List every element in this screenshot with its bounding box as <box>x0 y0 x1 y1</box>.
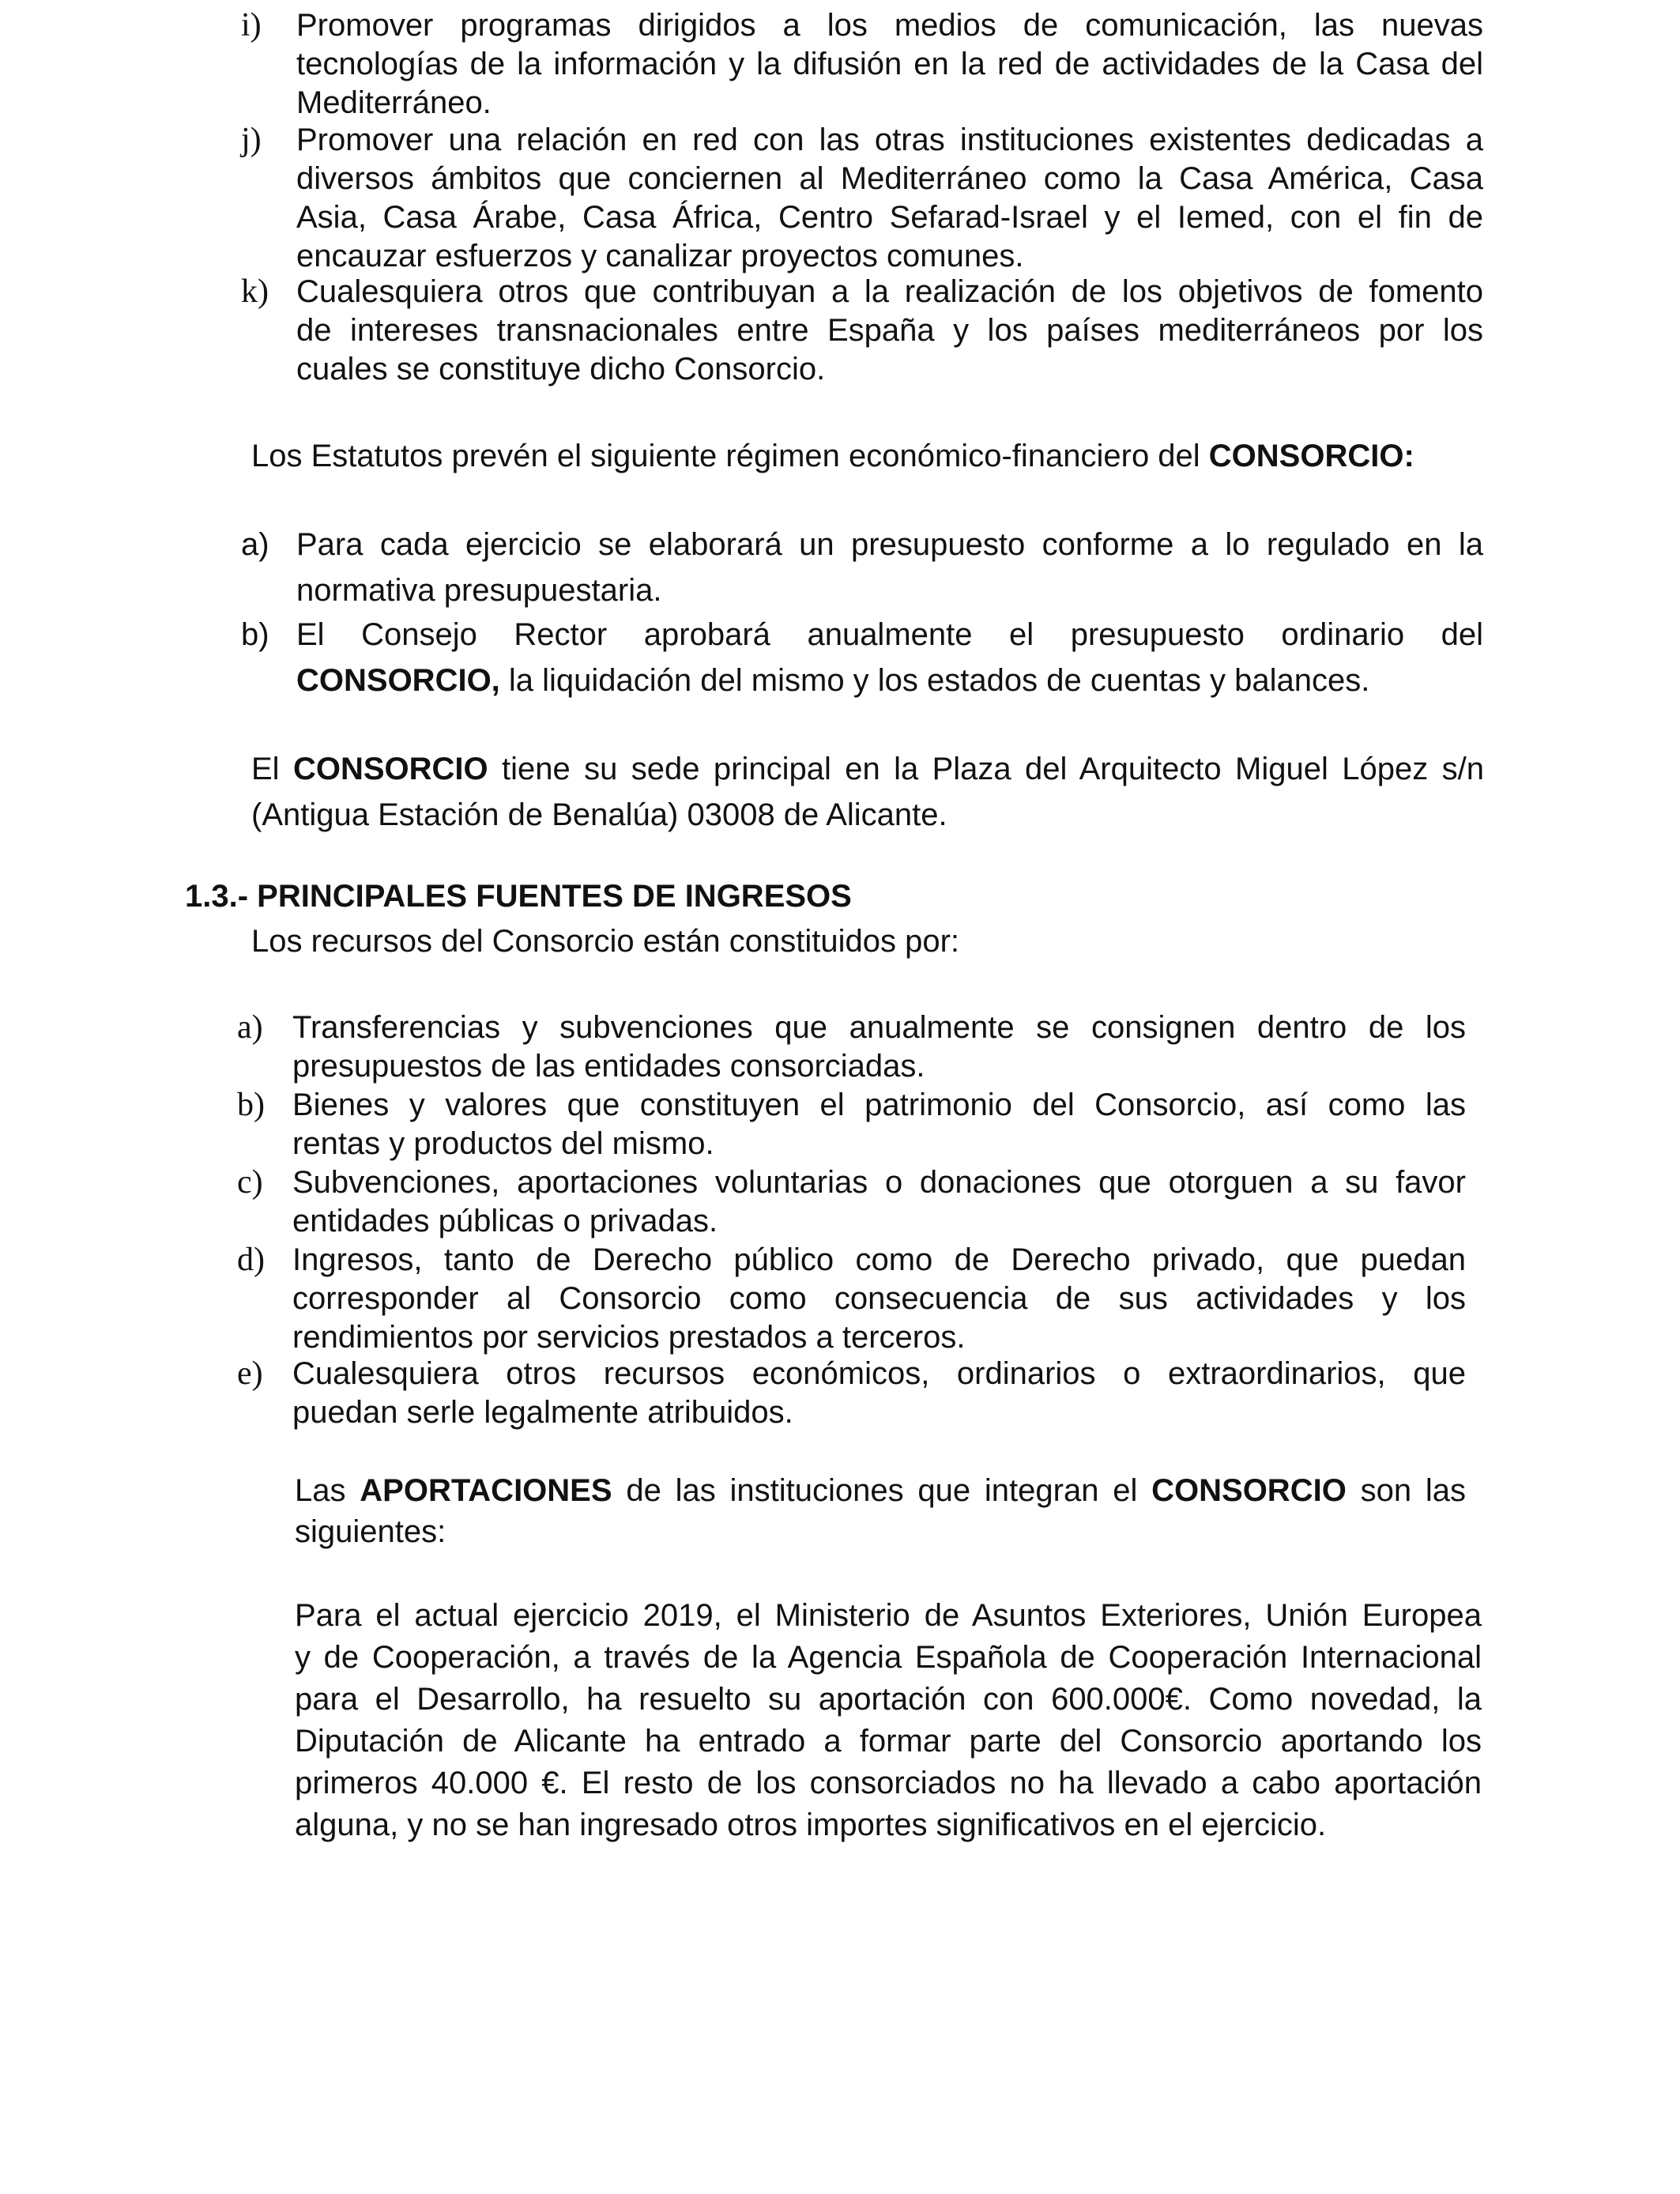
aportaciones-bold: APORTACIONES <box>360 1473 612 1508</box>
list-line: rendimientos por servicios prestados a terceros. <box>292 1320 966 1355</box>
list-marker: b) <box>241 617 269 652</box>
list-line: Transferencias y subvenciones que anualmente se consignen dentro de los <box>292 1010 1466 1045</box>
list-line-rest: la liquidación del mismo y los estados de cuentas y balances. <box>499 663 1370 698</box>
sede-text: El <box>251 752 293 786</box>
list-line: entidades públicas o privadas. <box>292 1204 718 1238</box>
section-heading: 1.3.- PRINCIPALES FUENTES DE INGRESOS <box>185 879 852 914</box>
list-line: El Consejo Rector aprobará anualmente el presupuesto ordinario del <box>296 617 1483 652</box>
list-line: Cualesquiera otros que contribuyan a la realización de los objetivos de fomento <box>296 274 1483 309</box>
aportaciones-text: de las instituciones que integran el <box>612 1473 1152 1508</box>
ejercicio-line: y de Cooperación, a través de la Agencia Española de Cooperación Internacional <box>295 1640 1482 1675</box>
list-marker: a) <box>237 1009 263 1046</box>
list-line: Bienes y valores que constituyen el patrimonio del Consorcio, así como las <box>292 1088 1466 1122</box>
list-line: rentas y productos del mismo. <box>292 1126 714 1161</box>
list-line: Cualesquiera otros recursos económicos, ordinarios o extraordinarios, que <box>292 1356 1466 1391</box>
list-line: Asia, Casa Árabe, Casa África, Centro Sefarad-Israel y el Iemed, con el fin de <box>296 200 1483 235</box>
list-line: Ingresos, tanto de Derecho público como de Derecho privado, que puedan <box>292 1242 1466 1277</box>
sede-paragraph <box>251 746 1484 838</box>
estatutos-text: Los Estatutos prevén el siguiente régimen económico-financiero del <box>251 439 1209 473</box>
list-line: cuales se constituye dicho Consorcio. <box>296 352 826 386</box>
list-line: Promover programas dirigidos a los medios de comunicación, las nuevas <box>296 8 1483 43</box>
aportaciones-paragraph <box>295 1470 1466 1552</box>
list-line: tecnologías de la información y la difusión en la red de actividades de la Casa del <box>296 47 1483 81</box>
recursos-intro: Los recursos del Consorcio están constituidos por: <box>251 924 960 959</box>
consorcio-bold: CONSORCIO: <box>1208 439 1414 473</box>
list-line: diversos ámbitos que conciernen al Mediterráneo como la Casa América, Casa <box>296 161 1483 196</box>
list-line: corresponder al Consorcio como consecuencia de sus actividades y los <box>292 1281 1466 1316</box>
list-line: Mediterráneo. <box>296 85 492 120</box>
aportaciones-text: son las <box>1346 1473 1466 1508</box>
list-marker: a) <box>241 527 269 562</box>
estatutos-intro <box>251 433 1484 479</box>
list-line: normativa presupuestaria. <box>296 573 662 608</box>
list-line: Subvenciones, aportaciones voluntarias o donaciones que otorguen a su favor <box>292 1165 1466 1200</box>
sede-line-2: (Antigua Estación de Benalúa) 03008 de Alicante. <box>251 797 947 832</box>
aportaciones-text: Las <box>295 1473 360 1508</box>
consorcio-bold: CONSORCIO, <box>296 663 500 698</box>
list-marker: b) <box>237 1087 265 1123</box>
ejercicio-paragraph <box>295 1595 1482 1846</box>
list-marker: j) <box>241 122 262 158</box>
ejercicio-line: alguna, y no se han ingresado otros importes significativos en el ejercicio. <box>295 1808 1327 1842</box>
list-marker: k) <box>241 273 269 310</box>
list-line: de intereses transnacionales entre España y los países mediterráneos por los <box>296 313 1483 348</box>
consorcio-bold: CONSORCIO <box>292 752 488 786</box>
ejercicio-line: Diputación de Alicante ha entrado a formar parte del Consorcio aportando los <box>295 1724 1482 1759</box>
list-line: puedan serle legalmente atribuidos. <box>292 1395 793 1430</box>
ejercicio-line: Para el actual ejercicio 2019, el Ministerio de Asuntos Exteriores, Unión Europea <box>295 1598 1482 1633</box>
sede-text: tiene su sede principal en la Plaza del Arquitecto Miguel López s/n <box>488 752 1484 786</box>
list-line: encauzar esfuerzos y canalizar proyectos comunes. <box>296 239 1024 273</box>
list-line: Promover una relación en red con las otras instituciones existentes dedicadas a <box>296 123 1483 157</box>
consorcio-bold: CONSORCIO <box>1151 1473 1347 1508</box>
ejercicio-line: primeros 40.000 €. El resto de los consorciados no ha llevado a cabo aportación <box>295 1766 1482 1800</box>
ejercicio-line: para el Desarrollo, ha resuelto su aportación con 600.000€. Como novedad, la <box>295 1682 1482 1717</box>
list-marker: d) <box>237 1242 265 1278</box>
list-marker: e) <box>237 1355 263 1392</box>
list-line: presupuestos de las entidades consorciadas. <box>292 1049 925 1084</box>
list-marker: c) <box>237 1164 263 1201</box>
list-line: Para cada ejercicio se elaborará un presupuesto conforme a lo regulado en la <box>296 527 1483 562</box>
list-marker: i) <box>241 7 262 43</box>
aportaciones-line-2: siguientes: <box>295 1514 446 1549</box>
